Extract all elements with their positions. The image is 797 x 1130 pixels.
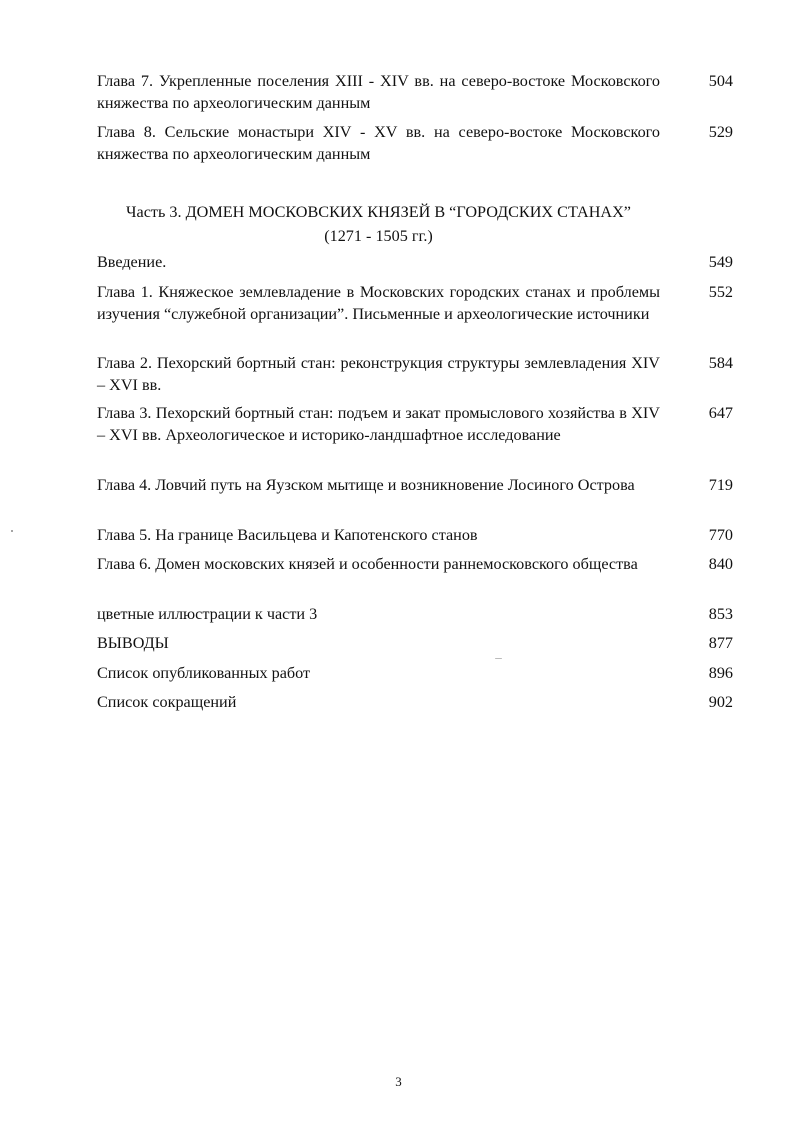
toc-entry-title: Глава 1. Княжеское землевладение в Московских городских станах и проблемы изучения “служебной организации”. Письменные и археологические источники [97,283,660,323]
toc-entry-page: 529 [708,123,733,141]
toc-entry-title: ВЫВОДЫ [97,634,169,652]
toc-entry-title: Глава 3. Пехорский бортный стан: подъем и закат промыслового хозяйства в XIV – XVI вв. Археологическое и историко-ландшафтное исследование [97,404,660,444]
toc-entry-page: 770 [708,526,733,544]
toc-entry-title: Глава 5. На границе Васильцева и Капотенского станов [97,526,478,544]
toc-entry-page: 647 [708,404,733,422]
page-number: 3 [395,1074,402,1089]
toc-entry-title: Глава 2. Пехорский бортный стан: реконструкция структуры землевладения XIV – XVI вв. [97,354,660,394]
toc-entry-title: Глава 8. Сельские монастыри XIV - XV вв. на северо-востоке Московского княжества по археологическим данным [97,123,660,163]
toc-entry-abbreviations [97,691,733,713]
toc-entry-part3-chapter-6 [97,553,733,575]
toc-entry-page: 840 [708,555,733,573]
toc-entry-page: 877 [708,634,733,652]
toc-entry-color-illustrations [97,603,733,625]
scan-speck [11,530,13,532]
toc-entry-title: Глава 7. Укрепленные поселения XIII - XIV вв. на северо-востоке Московского княжества по археологическим данным [97,72,660,112]
toc-entry-part3-chapter-2 [97,352,733,396]
toc-entry-page: 902 [708,693,733,711]
part-3-years: (1271 - 1505 гг.) [324,227,433,245]
part-3-title: Часть 3. ДОМЕН МОСКОВСКИХ КНЯЗЕЙ В “ГОРОДСКИХ СТАНАХ” [126,203,631,221]
toc-entry-introduction [97,251,733,273]
toc-entry-title: Введение. [97,253,167,271]
toc-entry-page: 853 [708,605,733,623]
toc-entry-conclusions [97,632,733,654]
toc-entry-page: 584 [708,354,733,372]
toc-entry-title: Глава 4. Ловчий путь на Яузском мытище и возникновение Лосиного Острова [97,476,635,494]
toc-entry-part3-chapter-3 [97,402,733,446]
toc-entry-publications [97,662,733,684]
toc-entry-page: 552 [708,283,733,301]
toc-entry-part3-chapter-4 [97,474,733,496]
toc-entry-page: 719 [708,476,733,494]
toc-entry-page: 896 [708,664,733,682]
toc-entry-chapter-8 [97,121,733,165]
toc-entry-part3-chapter-5 [97,524,733,546]
toc-entry-title: Список сокращений [97,693,237,711]
toc-entry-chapter-7 [97,70,733,114]
toc-entry-title: Список опубликованных работ [97,664,311,682]
scan-speck [495,658,502,659]
toc-entry-part3-chapter-1 [97,281,733,325]
toc-entry-page: 549 [708,253,733,271]
toc-entry-page: 504 [708,72,733,90]
toc-entry-title: цветные иллюстрации к части 3 [97,605,318,623]
toc-entry-title: Глава 6. Домен московских князей и особенности раннемосковского общества [97,555,638,573]
